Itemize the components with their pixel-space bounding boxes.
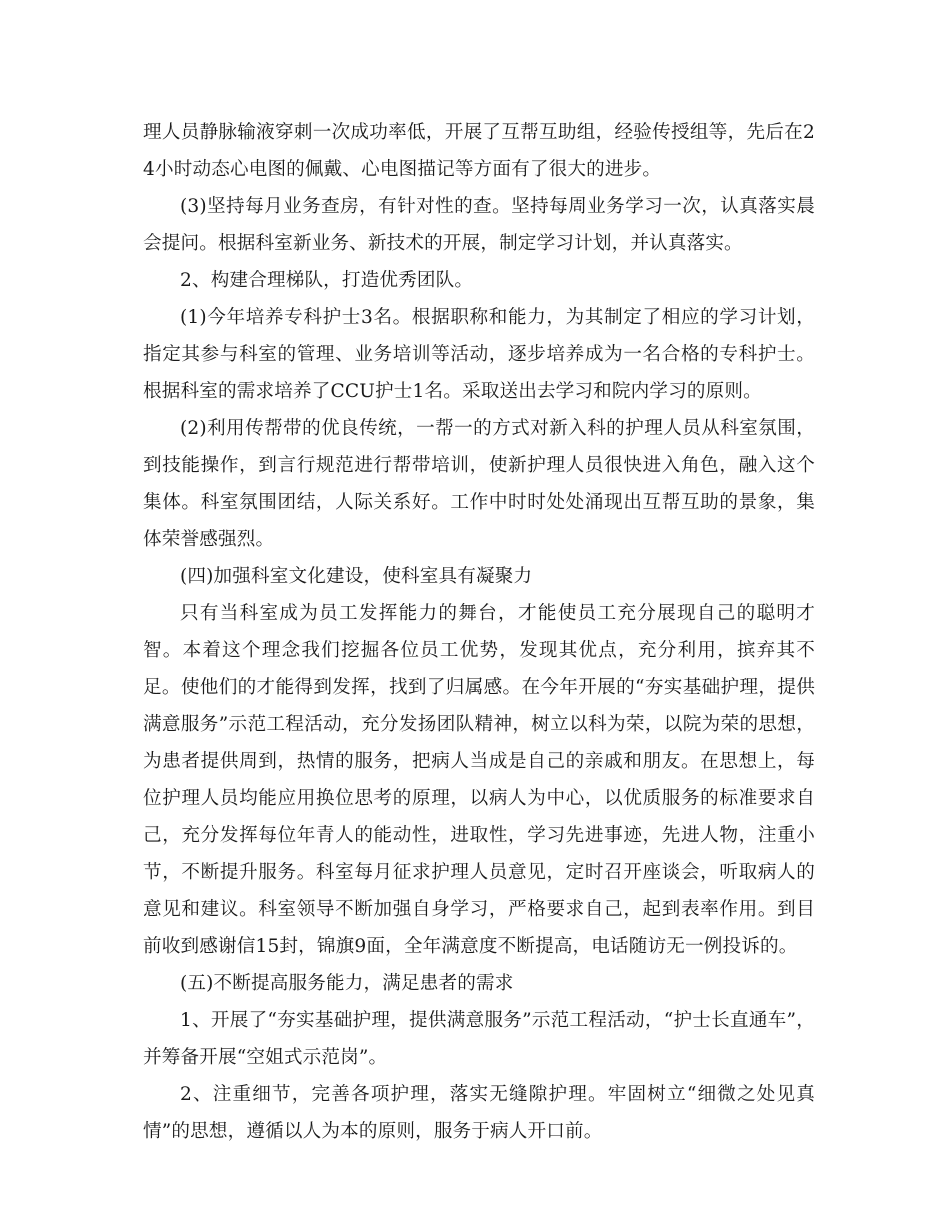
section-heading-4: (四)加强科室文化建设，使科室具有凝聚力	[180, 566, 533, 587]
paragraph-10: 2、注重细节，完善各项护理，落实无缝隙护理。牢固树立“细微之处见真情”的思想，遵循以人为本的原则，服务于病人开口前。	[143, 1084, 815, 1142]
paragraph-4: (1)今年培养专科护士3名。根据职称和能力，为其制定了相应的学习计划，指定其参与科室的管理、业务培训等活动，逐步培养成为一名合格的专科护士。根据科室的需求培养了CCU护士1名。采取送出去学习和院内学习的原则。	[143, 307, 815, 402]
paragraph-5: (2)利用传帮带的优良传统，一帮一的方式对新入科的护理人员从科室氛围，到技能操作，到言行规范进行帮带培训，使新护理人员很快进入角色，融入这个集体。科室氛围团结，人际关系好。工作中时时处处涌现出互帮互助的景象，集体荣誉感强烈。	[143, 418, 815, 550]
paragraph-1: 理人员静脉输液穿刺一次成功率低，开展了互帮互助组，经验传授组等，先后在24小时动态心电图的佩戴、心电图描记等方面有了很大的进步。	[143, 122, 815, 180]
paragraph-7: 只有当科室成为员工发挥能力的舞台，才能使员工充分展现自己的聪明才智。本着这个理念我们挖掘各位员工优势，发现其优点，充分利用，摈弃其不足。使他们的才能得到发挥，找到了归属感。在今年开展的“夯实基础护理，提供满意服务”示范工程活动，充分发扬团队精神，树立以科为荣，以院为荣的思想，为患者提供周到，热情的服务，把病人当成是自己的亲戚和朋友。在思想上，每位护理人员均能应用换位思考的原理，以病人为中心，以优质服务的标准要求自己，充分发挥每位年青人的能动性，进取性，学习先进事迹，先进人物，注重小节，不断提升服务。科室每月征求护理人员意见，定时召开座谈会，听取病人的意见和建议。科室领导不断加强自身学习，严格要求自己，起到表率作用。到目前收到感谢信15封，锦旗9面，全年满意度不断提高，电话随访无一例投诉的。	[143, 603, 815, 957]
paragraph-9: 1、开展了“夯实基础护理，提供满意服务”示范工程活动，“护士长直通车”，并筹备开展“空姐式示范岗”。	[143, 1010, 815, 1068]
section-heading-5: (五)不断提高服务能力，满足患者的需求	[180, 973, 514, 994]
paragraph-3: 2、构建合理梯队，打造优秀团队。	[180, 270, 474, 291]
document-body	[143, 114, 815, 1150]
paragraph-2: (3)坚持每月业务查房，有针对性的查。坚持每周业务学习一次，认真落实晨会提问。根据科室新业务、新技术的开展，制定学习计划，并认真落实。	[143, 196, 815, 254]
